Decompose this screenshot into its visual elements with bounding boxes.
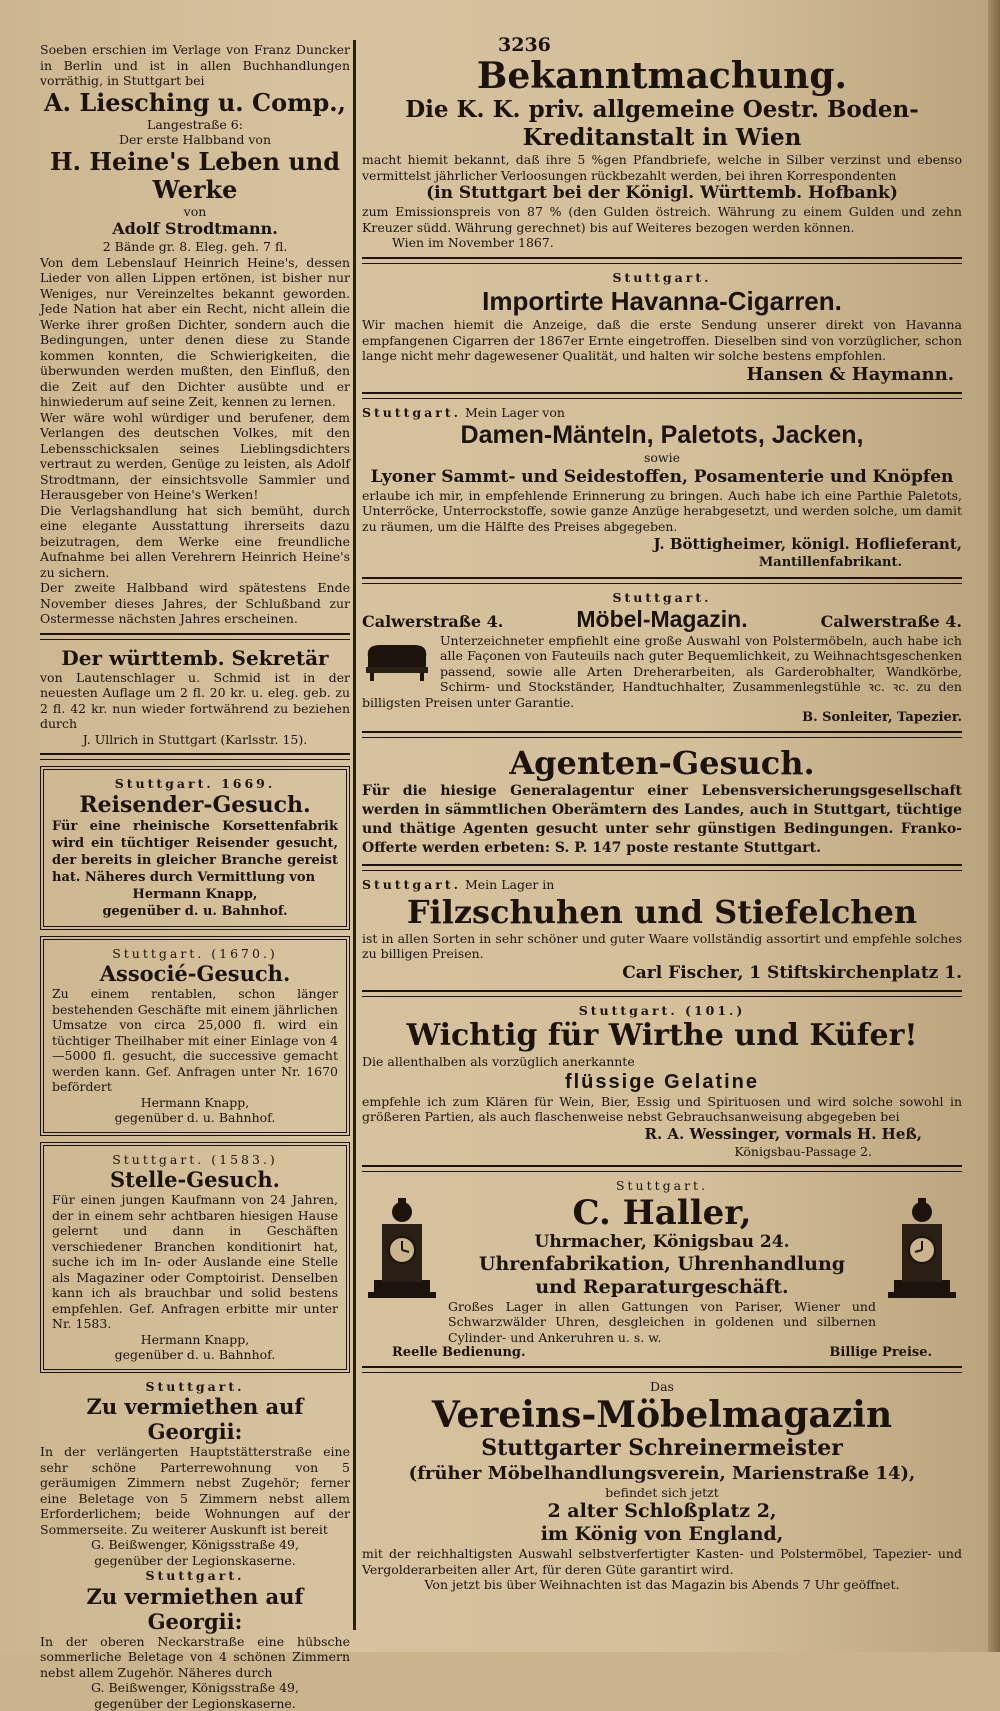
bodencredit-sub-1: Die K. K. priv. allgemeine Oestr. Boden- [362, 96, 962, 124]
page-edge [988, 0, 1000, 1652]
column-rule [353, 40, 356, 1630]
vermiethen-2-sig-1: G. Beißwenger, Königsstraße 49, [40, 1680, 350, 1696]
associe-sig-1: Hermann Knapp, [52, 1095, 338, 1111]
heine-firm: A. Liesching u. Comp., [40, 89, 350, 117]
vermiethen-2-title: Zu vermiethen auf Georgii: [40, 1584, 350, 1634]
heine-body: Von dem Lebenslauf Heinrich Heine's, dessen Lieder von allen Lippen ertönen, ist bisher nur Weniges, nur Vereinzeltes bekannt geworden. Jede Nation hat aber ein Recht, nicht allein die Werke ihrer großen Dichter, sondern auch die Bedingungen, unter denen diese zu Stande kommen konnten, die Schwierigkeiten, die überwunden werden mußten, den Einfluß, den die Zeit auf den Dichter ausübte und er hinwiederum auf seine Zeit, kennen zu lernen. [40, 255, 350, 410]
wirthe-product: flüssige Gelatine [362, 1070, 962, 1094]
associe-title: Associé-Gesuch. [52, 961, 338, 986]
haller-sub: Uhrmacher, Königsbau 24. [448, 1232, 876, 1253]
verein-sub-2: (früher Möbelhandlungsverein, Marienstraße 14), [362, 1462, 962, 1485]
divider [362, 864, 962, 871]
verein-ad [362, 1379, 962, 1593]
heine-von: von [40, 204, 350, 220]
bodencredit-bank: (in Stuttgart bei der Königl. Württemb. Hofbank) [362, 183, 962, 204]
divider [40, 753, 350, 760]
vermiethen-1-place: Stuttgart. [40, 1379, 350, 1395]
sekretaer-ad [40, 646, 350, 748]
wirthe-sig-2: Königsbau-Passage 2. [362, 1144, 962, 1160]
heine-title-2: Werke [40, 176, 350, 204]
moebel-ad [362, 590, 962, 725]
stelle-sig-1: Hermann Knapp, [52, 1332, 338, 1348]
reisender-title: Reisender-Gesuch. [52, 792, 338, 818]
vermiethen-2-place: Stuttgart. [40, 1568, 350, 1584]
heine-intro: Soeben erschien im Verlage von Franz Duncker in Berlin und ist in allen Buchhandlungen vorräthig, in Stuttgart bei [40, 42, 350, 89]
maentel-title-2: Lyoner Sammt- und Seidestoffen, Posamenterie und Knöpfen [362, 466, 962, 488]
sekretaer-title: Der württemb. Sekretär [40, 646, 350, 670]
right-column [362, 56, 962, 1593]
vermiethen-ad-1 [40, 1379, 350, 1569]
sekretaer-sig: J. Ullrich in Stuttgart (Karlsstr. 15). [40, 732, 350, 748]
verein-title: Vereins-Möbelmagazin [362, 1395, 962, 1435]
moebel-place: Stuttgart. [362, 590, 962, 606]
wirthe-sig: R. A. Wessinger, vormals H. Heß, [362, 1125, 962, 1144]
havanna-place: Stuttgart. [362, 270, 962, 286]
stelle-ad [40, 1142, 350, 1373]
haller-ad [362, 1178, 962, 1360]
verein-befindet: befindet sich jetzt [362, 1485, 962, 1501]
moebel-sig: B. Sonleiter, Tapezier. [362, 710, 962, 725]
filz-body: ist in allen Sorten in sehr schöner und guter Waare vollständig assortirt und empfehle solches zu billigen Preisen. [362, 931, 962, 962]
maentel-ad [362, 405, 962, 572]
maentel-title: Damen-Mänteln, Paletots, Jacken, [362, 420, 962, 450]
sofa-icon [362, 637, 432, 683]
divider [362, 1366, 962, 1373]
moebel-street-right: Calwerstraße 4. [821, 612, 962, 631]
filz-intro: Mein Lager in [465, 877, 554, 892]
mantel-clock-icon [362, 1194, 442, 1304]
verein-hours: Von jetzt bis über Weihnachten ist das Magazin bis Abends 7 Uhr geöffnet. [362, 1577, 962, 1593]
vermiethen-1-sig-1: G. Beißwenger, Königsstraße 49, [40, 1537, 350, 1553]
heine-ad [40, 42, 350, 627]
divider [362, 1165, 962, 1172]
agenten-ad [362, 744, 962, 858]
bodencredit-body: macht hiemit bekannt, daß ihre 5 %gen Pfandbriefe, welche in Silber verzinst und ebenso vermittelst jährlicher Verloosungen rückbezahlt werden, bei ihren Korrespondenten [362, 152, 962, 183]
maentel-place: Stuttgart. [362, 405, 461, 420]
reisender-sig-2: gegenüber d. u. Bahnhof. [52, 903, 338, 920]
stelle-sig-2: gegenüber d. u. Bahnhof. [52, 1347, 338, 1363]
divider [362, 990, 962, 997]
associe-body: Zu einem rentablen, schon länger bestehenden Geschäfte mit einem jährlichen Umsatze von circa 25,000 fl. wird ein tüchtiger Theilhaber mit einer Einlage von 4—5000 fl. gesucht, die successive gemacht werden kann. Gef. Anfragen unter Nr. 1670 befördert [52, 986, 338, 1095]
bodencredit-date: Wien im November 1867. [362, 235, 962, 251]
maentel-intro: Mein Lager von [465, 405, 565, 420]
vermiethen-1-body: In der verlängerten Hauptstätterstraße eine sehr schöne Parterrewohnung von 5 geräumigen Zimmern nebst Zugehör; ferner eine Beletage von 5 Zimmern nebst allem Erforderlichem; beide Wohnungen auf der Sommerseite. Zu weiterer Auskunft ist bereit [40, 1444, 350, 1537]
divider [362, 257, 962, 264]
vermiethen-1-sig-2: gegenüber der Legionskaserne. [40, 1553, 350, 1569]
associe-sig-2: gegenüber d. u. Bahnhof. [52, 1110, 338, 1126]
heine-address: Langestraße 6: [40, 117, 350, 133]
havanna-title: Importirte Havanna-Cigarren. [362, 285, 962, 317]
vermiethen-2-body: In der oberen Neckarstraße eine hübsche sommerliche Beletage von 4 schönen Zimmern nebst allem Zugehör. Näheres durch [40, 1634, 350, 1681]
maentel-sig: J. Böttigheimer, königl. Hoflieferant, [362, 534, 962, 554]
associe-ad [40, 936, 350, 1136]
reisender-place: Stuttgart. 1669. [52, 776, 338, 792]
havanna-ad [362, 270, 962, 386]
agenten-body: Für die hiesige Generalagentur einer Lebensversicherungsgesellschaft werden in sämmtlichen Oberämtern des Landes, auch in Stuttgart, tüchtige und thätige Agenten gesucht unter sehr günstigen Bedingungen. Franko-Offerte werden erbeten: S. P. 147 poste restante Stuttgart. [362, 782, 962, 858]
moebel-title: Möbel-Magazin. [576, 606, 747, 633]
stelle-place: Stuttgart. (1583.) [52, 1152, 338, 1168]
divider [40, 633, 350, 640]
divider [362, 731, 962, 738]
verein-sub: Stuttgarter Schreinermeister [362, 1435, 962, 1462]
agenten-title: Agenten-Gesuch. [362, 744, 962, 782]
divider [362, 392, 962, 399]
left-column [40, 42, 350, 1711]
stelle-title: Stelle-Gesuch. [52, 1167, 338, 1192]
verein-addr-2: im König von England, [362, 1523, 962, 1546]
wirthe-title: Wichtig für Wirthe und Küfer! [362, 1018, 962, 1054]
haller-line-1: Uhrenfabrikation, Uhrenhandlung [448, 1253, 876, 1276]
filz-ad [362, 877, 962, 984]
haller-title: C. Haller, [448, 1194, 876, 1232]
verein-das: Das [362, 1379, 962, 1395]
verein-body: mit der reichhaltigsten Auswahl selbstverfertigter Kasten- und Polstermöbel, Tapezier- und Vergolderarbeiten aller Art, für deren Güte garantirt wird. [362, 1546, 962, 1577]
reisender-sig-1: Hermann Knapp, [52, 886, 338, 903]
moebel-body: Unterzeichneter empfiehlt eine große Auswahl von Polstermöbeln, auch habe ich alle Façonen von Fauteuils nach guter Bequemlichkeit, zu Weihnachtsgeschenken passend, sowie alle Arten Dreherarbeiten, als Garderobhalter, Wandkörbe, Schirm- und Stockständer, Handtuchhalter, Zusammenlegstühle ꝛc. ꝛc. zu den billigsten Preisen unter Garantie. [362, 633, 962, 711]
heine-part: Der erste Halbband von [40, 132, 350, 148]
mantel-clock-icon [882, 1194, 962, 1304]
bodencredit-body-2: zum Emissionspreis von 87 % (den Gulden östreich. Währung zu einem Gulden und zehn Kreuzer südd. Währung gerechnet) bis auf Weiteres bezogen werden können. [362, 204, 962, 235]
divider [362, 577, 962, 584]
wirthe-ad [362, 1003, 962, 1160]
vermiethen-2-sig-2: gegenüber der Legionskaserne. [40, 1696, 350, 1711]
bekanntmachung-title: Bekanntmachung. [362, 56, 962, 96]
filz-sig: Carl Fischer, 1 Stiftskirchenplatz 1. [362, 962, 962, 984]
moebel-street-left: Calwerstraße 4. [362, 612, 503, 631]
vermiethen-ad-2 [40, 1568, 350, 1711]
wirthe-body: empfehle ich zum Klären für Wein, Bier, Essig und Spirituosen und wird solche sowohl in größeren Partien, als auch flaschenweise nebst Gebrauchsanweisung abgegeben bei [362, 1094, 962, 1125]
heine-author: Adolf Strodtmann. [40, 219, 350, 239]
heine-title-1: H. Heine's Leben und [40, 148, 350, 176]
vermiethen-1-title: Zu vermiethen auf Georgii: [40, 1394, 350, 1444]
bodencredit-ad [362, 56, 962, 251]
heine-body-2: Wer wäre wohl würdiger und berufener, dem Verlangen des deutschen Volkes, mit den Lebensschicksalen seines Lieblingsdichters vertraut zu werden, Genüge zu leisten, als Adolf Strodtmann, der einsichtsvolle Sammler und Herausgeber von Heine's Werken! [40, 410, 350, 503]
havanna-sig: Hansen & Haymann. [362, 364, 962, 386]
wirthe-place: Stuttgart. (101.) [362, 1003, 962, 1019]
haller-left-foot: Reelle Bedienung. [392, 1345, 526, 1360]
heine-body-3: Die Verlagshandlung hat sich bemüht, durch eine elegante Ausstattung ihrerseits dazu beizutragen, dem Werke eine freundliche Aufnahme bei allen Verehrern Heinrich Heine's zu sichern. [40, 503, 350, 581]
stelle-body: Für einen jungen Kaufmann von 24 Jahren, der in einem sehr achtbaren hiesigen Hause gelernt und dann in Geschäften verschiedener Branchen konditionirt hat, suche ich im In- oder Auslande eine Stelle als Magaziner oder Comptoirist. Denselben kann ich als brauchbar und solid bestens empfehlen. Gef. Anfragen erbitte mir unter Nr. 1583. [52, 1192, 338, 1332]
heine-body-4: Der zweite Halbband wird spätestens Ende November dieses Jahres, der Schlußband zur Ostermesse nächsten Jahres erscheinen. [40, 580, 350, 627]
haller-right-foot: Billige Preise. [829, 1345, 932, 1360]
heine-price: 2 Bände gr. 8. Eleg. geh. 7 fl. [40, 239, 350, 255]
associe-place: Stuttgart. (1670.) [52, 946, 338, 962]
maentel-sig-2: Mantillenfabrikant. [362, 554, 962, 571]
reisender-ad [40, 766, 350, 930]
bodencredit-sub-2: Kreditanstalt in Wien [362, 124, 962, 152]
maentel-body: erlaube ich mir, in empfehlende Erinnerung zu bringen. Auch habe ich eine Parthie Paletots, Unterröcke, Unterrockstoffe, sowie ganze Anzüge herabgesetzt, und werden solche, um damit zu räumen, um die Hälfte des Preises abgegeben. [362, 488, 962, 535]
verein-addr-1: 2 alter Schloßplatz 2, [362, 1500, 962, 1523]
sekretaer-body: von Lautenschlager u. Schmid ist in der neuesten Auflage um 2 fl. 20 kr. u. eleg. geb. zu 2 fl. 42 kr. nun wieder fortwährend zu beziehen durch [40, 670, 350, 732]
haller-line-2: und Reparaturgeschäft. [448, 1276, 876, 1299]
maentel-sowie: sowie [362, 450, 962, 466]
haller-body: Großes Lager in allen Gattungen von Pariser, Wiener und Schwarzwälder Uhren, desgleichen in goldenen und silbernen Cylinder- und Ankeruhren u. s. w. [448, 1299, 876, 1346]
wirthe-intro: Die allenthalben als vorzüglich anerkannte [362, 1054, 962, 1070]
filz-title: Filzschuhen und Stiefelchen [362, 893, 962, 931]
reisender-body: Für eine rheinische Korsettenfabrik wird ein tüchtiger Reisender gesucht, der bereits in gleicher Branche gereist hat. Näheres durch Vermittlung von [52, 818, 338, 886]
filz-place: Stuttgart. [362, 877, 461, 892]
havanna-body: Wir machen hiemit die Anzeige, daß die erste Sendung unserer direkt von Havanna empfangenen Cigarren der 1867er Ernte eingetroffen. Dieselben sind von vorzüglicher, schon lange nicht mehr dagewesener Qualität, und halten wir solche bestens empfohlen. [362, 317, 962, 364]
haller-place: Stuttgart. [362, 1178, 962, 1194]
page-number: 3236 [498, 34, 551, 56]
